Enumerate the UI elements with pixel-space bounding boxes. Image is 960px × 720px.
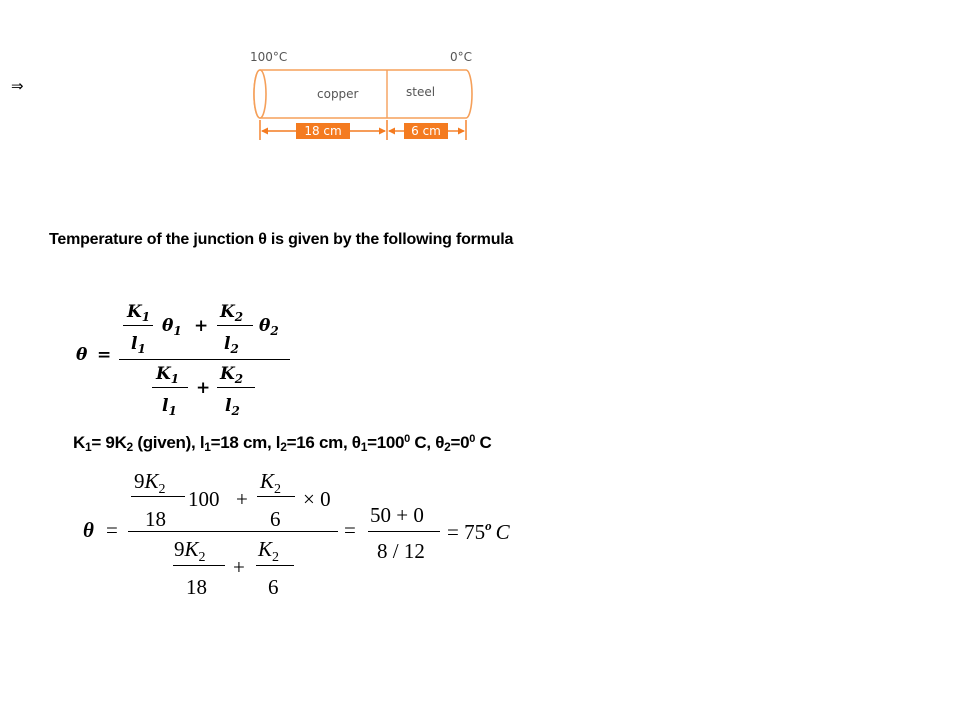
copper-label: copper [317, 87, 359, 101]
steel-label: steel [406, 85, 436, 99]
given-values: $K_1= 9K_2$ (given), $l_1=18$ cm, $l_2=16$ cm, $\theta_1=100^0$ C, $\theta_2=0^0$ C [73, 433, 492, 454]
k2-denominator-term: $K_2$ [220, 364, 244, 386]
k2-numerator: $K_2$ [220, 302, 244, 324]
fraction-bar [217, 325, 253, 326]
l2-denominator-term: $l_2$ [225, 396, 240, 418]
denominator-18: 18 [186, 575, 207, 599]
l2-denominator: $l_2$ [224, 334, 239, 356]
formula-heading: Temperature of the junction θ is given by the following formula [49, 231, 514, 248]
denominator-6: 6 [270, 507, 281, 531]
hot-temp-label: 100°C [250, 50, 288, 64]
denominator-6: 6 [268, 575, 279, 599]
theta-symbol: θ [76, 345, 88, 365]
k1-denominator-term: $K_1$ [156, 364, 180, 386]
main-fraction-bar [119, 359, 290, 360]
fraction-bar [217, 387, 255, 388]
fraction-bar [256, 565, 294, 566]
plus-sign: + [233, 555, 245, 579]
plus-sign: + [196, 378, 211, 398]
fraction-bar [173, 565, 225, 566]
rod-diagram [246, 44, 478, 148]
right-length-label: 6 cm [411, 124, 441, 138]
solution-equals: = [106, 518, 118, 542]
fraction-bar [368, 531, 440, 532]
implies-arrow: ⇒ [11, 78, 24, 95]
k2-denominator: $K_2$ [258, 537, 280, 566]
solution-theta: θ [83, 518, 94, 542]
fraction-bar [152, 387, 188, 388]
main-fraction-bar [128, 531, 338, 532]
result-value: = $75^o$ C [447, 518, 510, 544]
numerator-50: 50 + 0 [370, 503, 424, 527]
theta1: $\theta_1$ [162, 316, 182, 338]
l1-denominator-term: $l_1$ [162, 396, 177, 418]
l1-denominator: $l_1$ [131, 334, 146, 356]
k2-term: $K_2$ [260, 469, 282, 498]
theta2: $\theta_2$ [259, 316, 279, 338]
cold-temp-label: 0°C [450, 50, 473, 64]
denominator-8-12: 8 / 12 [377, 539, 425, 563]
k1-numerator: $K_1$ [127, 302, 151, 324]
equals-sign: = [97, 345, 112, 365]
left-length-label: 18 cm [304, 124, 342, 138]
plus-sign: + [236, 487, 248, 511]
times-zero: × 0 [303, 487, 331, 511]
nine-k2-denominator: $9K_2$ [174, 537, 206, 566]
nine-k2: $9K_2$ [134, 469, 166, 498]
solution-equals-2: = [344, 518, 356, 542]
rod [254, 70, 472, 118]
value-100: 100 [188, 487, 220, 511]
fraction-bar [131, 496, 185, 497]
denominator-18: 18 [145, 507, 166, 531]
fraction-bar [123, 325, 153, 326]
fraction-bar [257, 496, 295, 497]
plus-sign: + [194, 316, 209, 336]
